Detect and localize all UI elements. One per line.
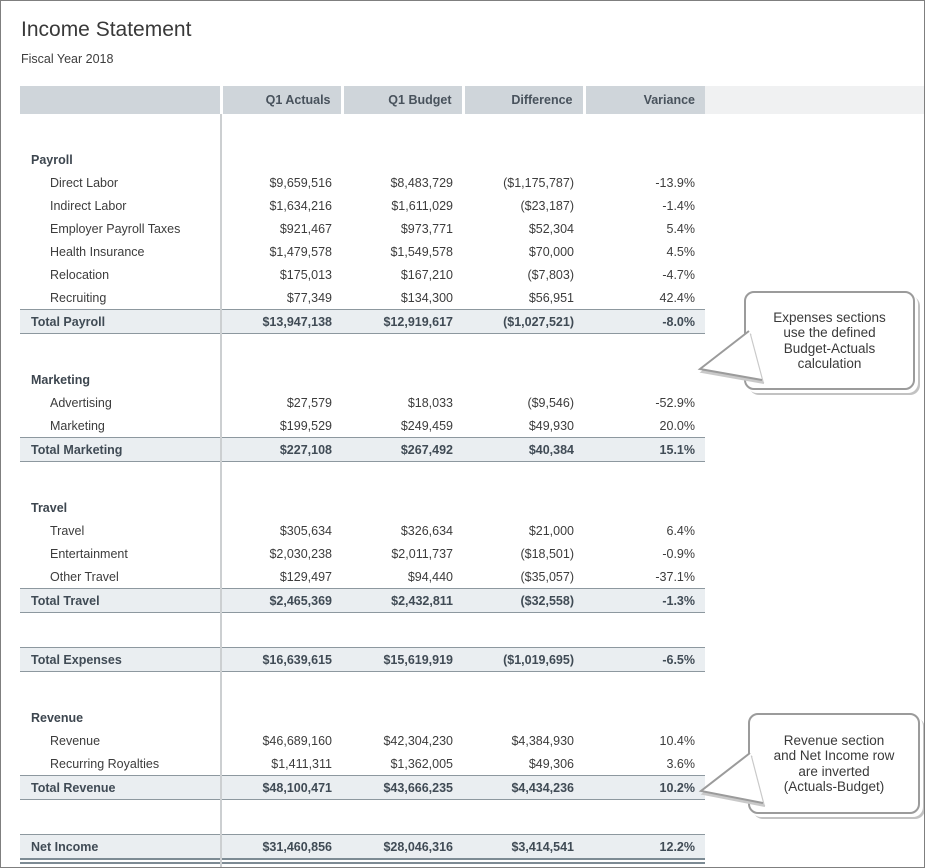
cell-variance: -8.0% (584, 310, 705, 334)
row-label: Employer Payroll Taxes (50, 221, 181, 236)
row-marketing (20, 414, 705, 438)
cell-variance: 5.4% (666, 221, 695, 236)
cell-q1-actuals: $48,100,471 (221, 776, 342, 800)
row-recruiting (20, 286, 705, 310)
cell-variance: -52.9% (655, 395, 695, 410)
row-other-travel (20, 565, 705, 589)
section-label: Payroll (31, 152, 73, 167)
column-header-difference: Difference (463, 86, 584, 114)
row-label: Total Expenses (20, 648, 221, 672)
cell-variance: 6.4% (666, 523, 695, 538)
cell-q1-budget: $15,619,919 (342, 648, 463, 672)
cell-variance: 10.2% (584, 776, 705, 800)
row-label: Total Travel (20, 589, 221, 613)
row-label: Total Revenue (20, 776, 221, 800)
cell-q1-actuals: $1,634,216 (269, 198, 332, 213)
row-net-income (20, 835, 705, 862)
spacer-row (20, 462, 705, 497)
cell-variance: 10.4% (659, 733, 695, 748)
cell-q1-budget: $12,919,617 (342, 310, 463, 334)
cell-q1-budget: $973,771 (400, 221, 453, 236)
cell-q1-actuals: $16,639,615 (221, 648, 342, 672)
cell-q1-budget: $18,033 (407, 395, 453, 410)
row-label: Net Income (20, 835, 221, 862)
spacer-row (20, 334, 705, 369)
row-label: Recurring Royalties (50, 756, 160, 771)
row-revenue (20, 729, 705, 752)
cell-q1-actuals: $13,947,138 (221, 310, 342, 334)
cell-q1-budget: $2,432,811 (342, 589, 463, 613)
cell-variance: -1.4% (662, 198, 695, 213)
cell-q1-actuals: $1,479,578 (269, 244, 332, 259)
column-header-row (20, 86, 705, 114)
page-title: Income Statement (21, 18, 192, 41)
cell-difference: ($1,019,695) (463, 648, 584, 672)
section-header-payroll (20, 148, 705, 171)
cell-variance: -0.9% (662, 546, 695, 561)
row-indirect-labor (20, 194, 705, 217)
cell-difference: $70,000 (528, 244, 574, 259)
cell-difference: $40,384 (463, 438, 584, 462)
row-employer-payroll-taxes (20, 217, 705, 240)
cell-variance: -1.3% (584, 589, 705, 613)
cell-variance: -6.5% (584, 648, 705, 672)
section-label: Revenue (31, 710, 84, 725)
callout-line: (Actuals-Budget) (783, 779, 885, 794)
row-advertising (20, 391, 705, 414)
row-total-marketing (20, 438, 705, 462)
spacer-row (20, 672, 705, 707)
row-travel (20, 519, 705, 542)
cell-variance: 20.0% (659, 418, 695, 433)
cell-variance: -37.1% (655, 569, 695, 584)
row-recurring-royalties (20, 752, 705, 776)
callout-tail-icon (696, 325, 766, 381)
spacer-row (20, 800, 705, 835)
cell-q1-actuals: $27,579 (286, 395, 332, 410)
cell-q1-actuals: $129,497 (279, 569, 332, 584)
cell-q1-budget: $134,300 (400, 290, 453, 305)
cell-difference: $49,306 (528, 756, 574, 771)
column-header-q1-actuals: Q1 Actuals (221, 86, 342, 114)
cell-difference: $3,414,541 (463, 835, 584, 862)
row-label: Travel (50, 523, 85, 538)
callout-line: Expenses sections (773, 309, 886, 325)
cell-q1-budget: $326,634 (400, 523, 453, 538)
cell-q1-actuals: $175,013 (279, 267, 332, 282)
cell-difference: $4,384,930 (511, 733, 574, 748)
spacer-row (20, 114, 705, 148)
cell-difference: ($18,501) (520, 546, 574, 561)
cell-difference: ($23,187) (520, 198, 574, 213)
cell-variance: 12.2% (584, 835, 705, 862)
cell-difference: ($1,027,521) (463, 310, 584, 334)
cell-q1-actuals: $305,634 (279, 523, 332, 538)
cell-q1-budget: $8,483,729 (390, 175, 453, 190)
cell-difference: $56,951 (528, 290, 574, 305)
row-label: Revenue (50, 733, 101, 748)
column-header-variance: Variance (584, 86, 705, 114)
callout-line: use the defined (783, 325, 876, 340)
cell-variance: 4.5% (666, 244, 695, 259)
callout-line: and Net Income row (773, 748, 895, 763)
spacer-row (20, 613, 705, 648)
page-subtitle: Fiscal Year 2018 (21, 52, 114, 66)
row-label: Relocation (50, 267, 110, 282)
row-label: Entertainment (50, 546, 128, 561)
section-label: Travel (31, 500, 68, 515)
row-total-revenue (20, 776, 705, 800)
header-extension-band (705, 86, 925, 114)
row-label: Health Insurance (50, 244, 145, 259)
column-header-q1-budget: Q1 Budget (342, 86, 463, 114)
callout-line: are inverted (798, 763, 870, 779)
row-total-payroll (20, 310, 705, 334)
cell-difference: $52,304 (528, 221, 574, 236)
callout-tail-icon (697, 747, 767, 805)
row-entertainment (20, 542, 705, 565)
cell-q1-actuals: $2,030,238 (269, 546, 332, 561)
cell-q1-actuals: $31,460,856 (221, 835, 342, 862)
row-label: Indirect Labor (50, 198, 127, 213)
cell-q1-budget: $28,046,316 (342, 835, 463, 862)
cell-q1-budget: $167,210 (400, 267, 453, 282)
cell-q1-actuals: $77,349 (286, 290, 332, 305)
cell-difference: $4,434,236 (463, 776, 584, 800)
cell-difference: ($7,803) (527, 267, 574, 282)
cell-variance: 15.1% (584, 438, 705, 462)
income-statement-table (20, 86, 705, 864)
section-header-marketing (20, 368, 705, 391)
cell-variance: 3.6% (666, 756, 695, 771)
cell-q1-actuals: $921,467 (279, 221, 332, 236)
cell-q1-budget: $249,459 (400, 418, 453, 433)
row-label: Advertising (50, 395, 112, 410)
cell-variance: -13.9% (655, 175, 695, 190)
cell-q1-budget: $1,549,578 (390, 244, 453, 259)
cell-q1-actuals: $1,411,311 (271, 756, 332, 771)
callout-line: Budget-Actuals (783, 340, 876, 356)
cell-difference: ($1,175,787) (503, 175, 574, 190)
row-label: Total Marketing (20, 438, 221, 462)
row-label: Recruiting (50, 290, 107, 305)
callout-revenue-note (748, 713, 920, 814)
section-header-travel (20, 496, 705, 519)
cell-difference: ($9,546) (527, 395, 574, 410)
cell-q1-actuals: $9,659,516 (269, 175, 332, 190)
cell-difference: ($35,057) (520, 569, 574, 584)
row-label: Marketing (50, 418, 105, 433)
callout-expenses-note (744, 291, 915, 390)
row-direct-labor (20, 171, 705, 194)
cell-q1-actuals: $199,529 (279, 418, 332, 433)
cell-q1-budget: $2,011,737 (391, 546, 453, 561)
callout-line: calculation (797, 356, 862, 371)
callout-line: Revenue section (783, 732, 885, 748)
section-header-revenue (20, 706, 705, 729)
cell-difference: $21,000 (528, 523, 574, 538)
cell-q1-actuals: $2,465,369 (221, 589, 342, 613)
section-label: Marketing (31, 372, 91, 387)
row-label: Total Payroll (20, 310, 221, 334)
cell-q1-budget: $94,440 (407, 569, 453, 584)
cell-difference: ($32,558) (463, 589, 584, 613)
row-health-insurance (20, 240, 705, 263)
column-header-blank (20, 86, 221, 114)
cell-q1-actuals: $227,108 (221, 438, 342, 462)
cell-variance: 42.4% (659, 290, 695, 305)
row-total-expenses (20, 648, 705, 672)
cell-q1-budget: $43,666,235 (342, 776, 463, 800)
cell-q1-actuals: $46,689,160 (262, 733, 332, 748)
row-label: Direct Labor (50, 175, 119, 190)
row-relocation (20, 263, 705, 286)
row-label: Other Travel (50, 569, 119, 584)
cell-q1-budget: $267,492 (342, 438, 463, 462)
cell-variance: -4.7% (662, 267, 695, 282)
row-total-travel (20, 589, 705, 613)
column-divider-line (220, 114, 222, 868)
cell-q1-budget: $1,362,005 (390, 756, 453, 771)
cell-q1-budget: $42,304,230 (383, 733, 453, 748)
cell-q1-budget: $1,611,029 (391, 198, 453, 213)
cell-difference: $49,930 (528, 418, 574, 433)
